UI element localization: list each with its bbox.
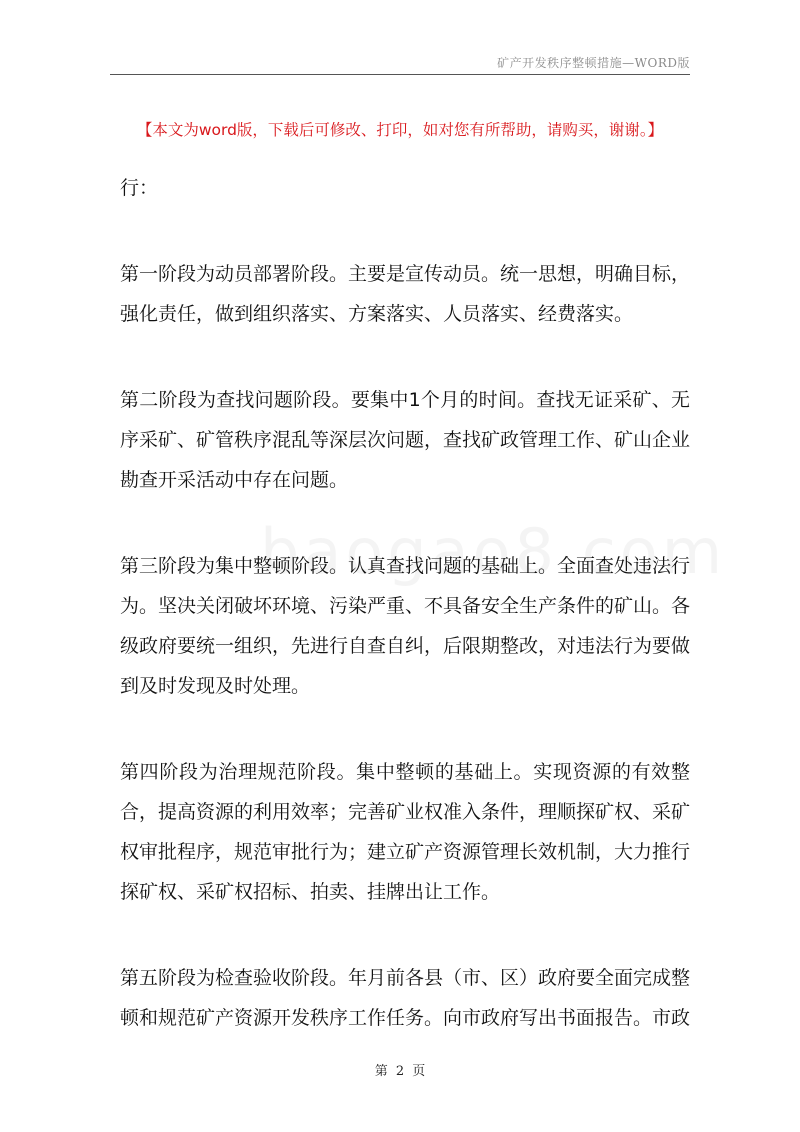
footer-prefix: 第 [374,1064,388,1079]
paragraph: 第一阶段为动员部署阶段。主要是宣传动员。统一思想，明确目标，强化责任，做到组织落实、方案落实、人员落实、经费落实。 [120,263,691,325]
footer-suffix: 页 [412,1064,426,1079]
header-title: 矿产开发秩序整顿措施—WORD版 [497,56,690,70]
page-header [110,52,690,75]
paragraph: 第三阶段为集中整顿阶段。认真查找问题的基础上。全面查处违法行为。坚决关闭破坏环境、污染严重、不具备安全生产条件的矿山。各级政府要统一组织，先进行自查自纠，后限期整改，对违法行为要做到及时发现及时处理。 [120,555,691,697]
page-number: 2 [395,1064,405,1079]
page-footer [0,1060,800,1079]
paragraph: 第二阶段为查找问题阶段。要集中1个月的时间。查找无证采矿、无序采矿、矿管秩序混乱等深层次问题，查找矿政管理工作、矿山企业勘查开采活动中存在问题。 [120,389,691,491]
paragraph: 第五阶段为检查验收阶段。年月前各县（市、区）政府要全面完成整顿和规范矿产资源开发秩序工作任务。向市政府写出书面报告。市政 [120,967,691,1029]
download-notice: 【本文为word版，下载后可修改、打印，如对您有所帮助，请购买，谢谢。】 [136,121,664,139]
paragraph: 第四阶段为治理规范阶段。集中整顿的基础上。实现资源的有效整合，提高资源的利用效率；完善矿业权准入条件，理顺探矿权、采矿权审批程序，规范审批行为；建立矿产资源管理长效机制，大力推行探矿权、采矿权招标、拍卖、挂牌出让工作。 [120,761,691,903]
paragraph: 行： [120,177,159,199]
document-body [120,168,690,1084]
